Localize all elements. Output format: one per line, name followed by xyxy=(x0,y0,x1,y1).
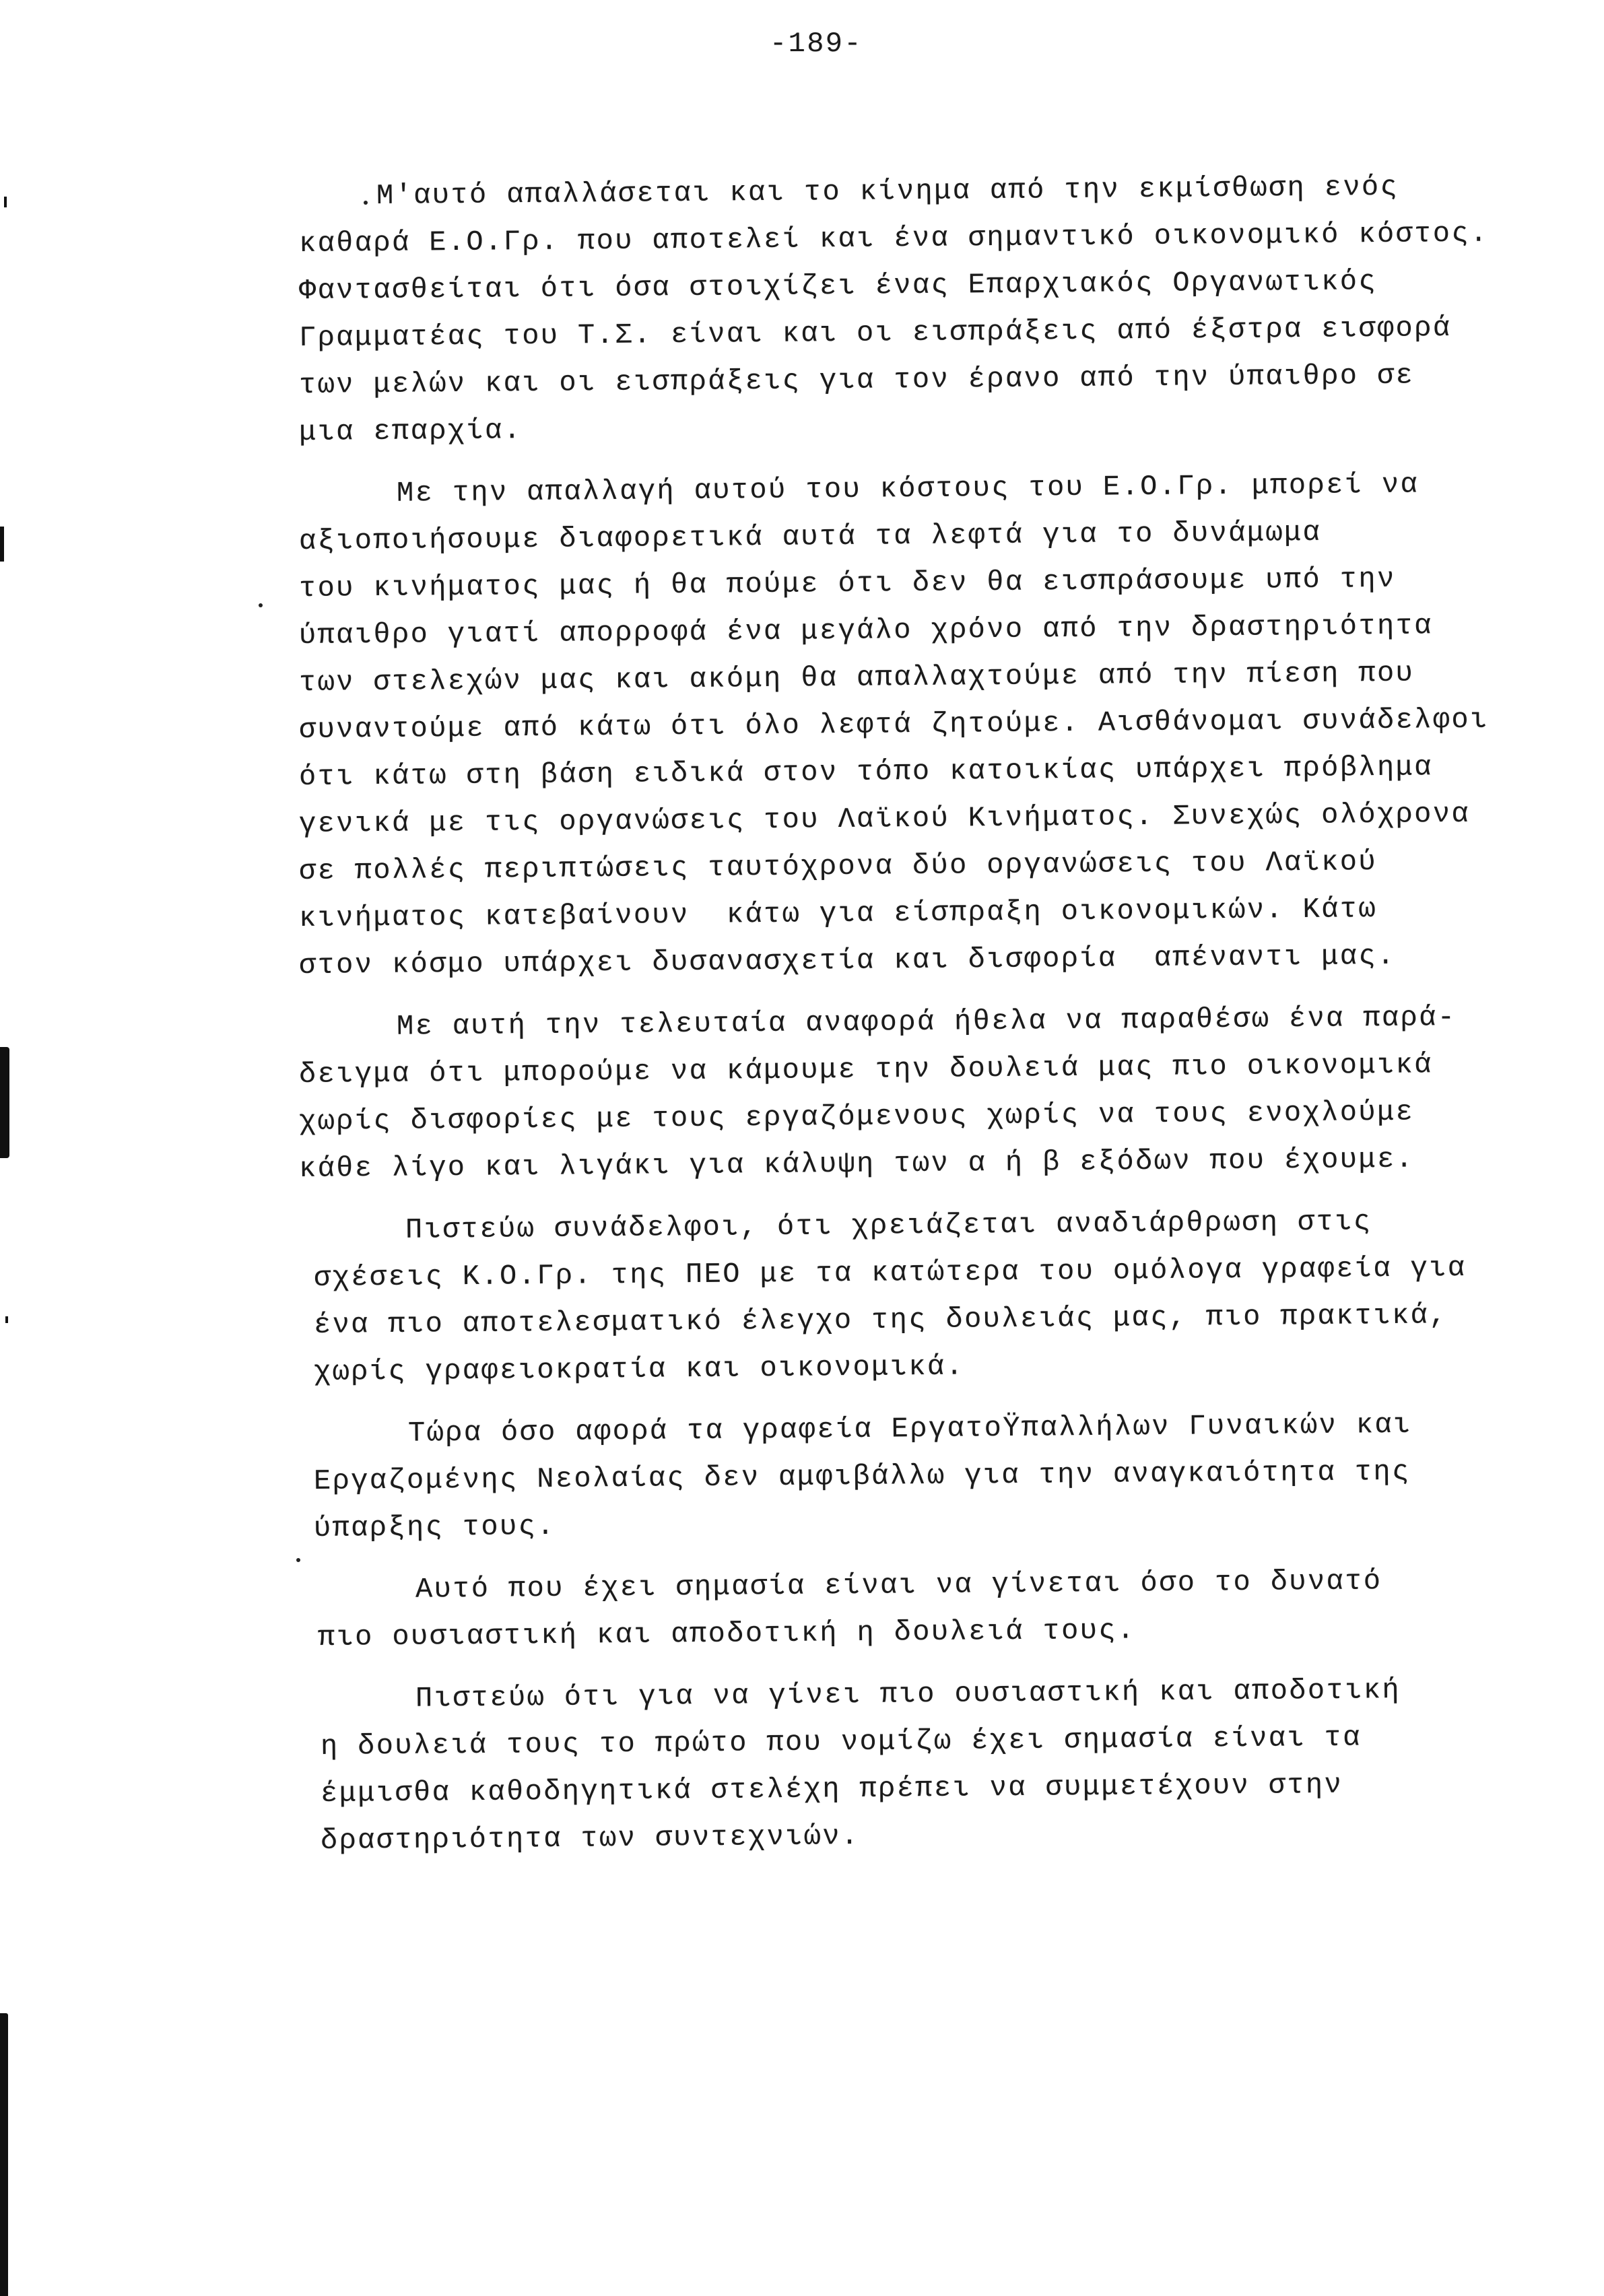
text-line: στον κόσμο υπάρχει δυσανασχετία και δισφορία απέναντι μας. xyxy=(298,939,1396,982)
text-line: έμμισθα καθοδηγητικά στελέχη πρέπει να συμμετέχουν στην xyxy=(320,1768,1343,1810)
text-line: Φαντασθείται ότι όσα στοιχίζει ένας Επαρχιακός Οργανωτικός xyxy=(298,265,1378,307)
text-line: γενικά με τις οργανώσεις του Λαϊκού Κινήματος. Συνεχώς ολόχρονα xyxy=(298,797,1471,840)
text-line: Γραμματέας του Τ.Σ. είναι και οι εισπράξεις από έξστρα εισφορά xyxy=(298,312,1452,354)
text-line: κάθε λίγο και λιγάκι για κάλυψη των α ή β εξόδων που έχουμε. xyxy=(298,1143,1415,1185)
text-line: χωρίς δισφορίες με τους εργαζόμενους χωρίς να τους ενοχλούμε xyxy=(298,1095,1415,1138)
paragraph xyxy=(0,1676,1604,1864)
text-line: Με αυτή την τελευταία αναφορά ήθελα να παραθέσω ένα παρά- xyxy=(396,1001,1457,1043)
text-line: Πιστεύω ότι για να γίνει πιο ουσιαστική και αποδοτική xyxy=(415,1674,1401,1715)
paragraph xyxy=(0,468,1604,989)
text-line: Πιστεύω συνάδελφοι, ότι χρειάζεται αναδιάρθρωση στις xyxy=(405,1205,1372,1246)
text-line: Μ'αυτό απαλλάσεται και το κίνημα από την εκμίσθωση ενός xyxy=(376,170,1399,212)
paragraph xyxy=(0,1001,1604,1192)
paragraph xyxy=(0,1567,1604,1661)
text-line: Εργαζομένης Νεολαίας δεν αμφιβάλλω για την αναγκαιότητα της xyxy=(313,1455,1411,1497)
text-line: συναντούμε από κάτω ότι όλο λεφτά ζητούμε. Αισθάνομαι συνάδελφοι xyxy=(298,703,1489,746)
text-line: σχέσεις Κ.Ο.Γρ. της ΠΕΟ με τα κατώτερα του ομόλογα γραφεία για xyxy=(313,1252,1467,1294)
text-line: των μελών και οι εισπράξεις για τον έρανο από την ύπαιθρο σε xyxy=(298,359,1415,401)
text-line: καθαρά Ε.Ο.Γρ. που αποτελεί και ένα σημαντικό οικονομικό κόστος. xyxy=(298,217,1489,260)
text-line: δειγμα ότι μπορούμε να κάμουμε την δουλειά μας πιο οικονομικά xyxy=(298,1048,1434,1091)
text-line: Με την απαλλαγή αυτού του κόστους του Ε.Ο.Γρ. μπορεί να xyxy=(396,468,1419,510)
paragraph xyxy=(0,1207,1604,1396)
text-line: σε πολλές περιπτώσεις ταυτόχρονα δύο οργανώσεις του Λαϊκού xyxy=(298,846,1378,887)
text-line: η δουλειά τους το πρώτο που νομίζω έχει σημασία είναι τα xyxy=(320,1721,1362,1763)
text-line: των στελεχών μας και ακόμη θα απαλλαχτούμε από την πίεση που xyxy=(298,656,1415,699)
text-line: κινήματος κατεβαίνουν κάτω για είσπραξη οικονομικών. Κάτω xyxy=(298,893,1378,935)
text-line: ένα πιο αποτελεσματικό έλεγχο της δουλειάς μας, πιο πρακτικά, xyxy=(313,1299,1448,1341)
text-line: χωρίς γραφειοκρατία και οικονομικά. xyxy=(313,1350,965,1388)
text-line: Αυτό που έχει σημασία είναι να γίνεται όσο το δυνατό xyxy=(415,1565,1382,1606)
binding-mark xyxy=(0,2013,8,2296)
text-line: ότι κάτω στη βάση ειδικά στον τόπο κατοικίας υπάρχει πρόβλημα xyxy=(298,751,1434,793)
text-line: Τώρα όσο αφορά τα γραφεία ΕργατοΫπαλλήλων Γυναικών και xyxy=(407,1408,1412,1450)
paragraph xyxy=(0,1408,1604,1552)
paragraph xyxy=(0,170,1604,456)
page-number: -189- xyxy=(770,28,863,60)
text-line: δραστηριότητα των συντεχνιών. xyxy=(320,1820,860,1857)
text-line: ύπαρξης τους. xyxy=(313,1510,556,1545)
text-line: ύπαιθρο γιατί απορροφά ένα μεγάλο χρόνο από την δραστηριότητα xyxy=(298,609,1434,652)
text-line: αξιοποιήσουμε διαφορετικά αυτά τα λεφτά για το δυνάμωμα xyxy=(298,516,1322,558)
text-line: του κινήματος μας ή θα πούμε ότι δεν θα εισπράσουμε υπό την xyxy=(298,562,1396,605)
document-body xyxy=(0,170,1604,1864)
text-line: μια επαρχία. xyxy=(298,414,523,448)
text-line: πιο ουσιαστική και αποδοτική η δουλειά τους. xyxy=(317,1614,1136,1654)
